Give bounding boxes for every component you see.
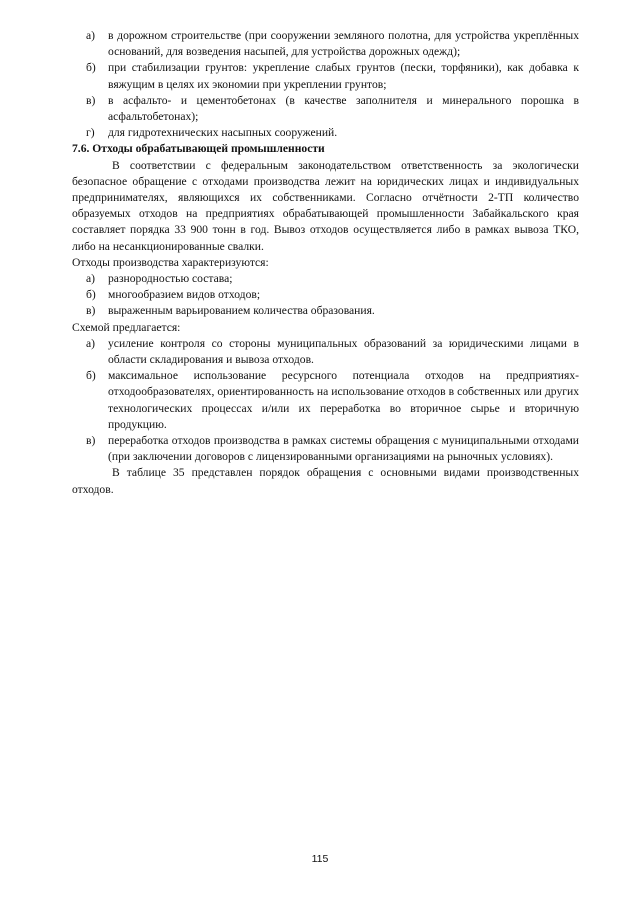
list-item-text: переработка отходов производства в рамках системы обращения с муниципальными отходами (при заключении договоров с лицензированными организациями на рыночных условиях). [108, 434, 579, 464]
list-item [72, 336, 579, 368]
scheme-label: Схемой предлагается: [72, 320, 181, 334]
list-item-text: выраженным варьированием количества образования. [108, 304, 375, 318]
list-marker: в) [86, 434, 96, 448]
list-item [72, 287, 579, 303]
list-item-text: для гидротехнических насыпных сооружений. [108, 126, 338, 140]
list-marker: в) [86, 93, 96, 107]
list-item [72, 125, 579, 141]
list-item [72, 433, 579, 465]
list-marker: а) [86, 336, 96, 350]
list-item [72, 271, 579, 287]
list-item [72, 93, 579, 125]
list-item-text: максимальное использование ресурсного потенциала отходов на предприятиях-отходообразователях, ориентированность на использование отходов в собственных или других технологических процессах и/или их переработка во вторичное сырье и вторичную продукцию. [108, 369, 579, 431]
list-item [72, 303, 579, 319]
list-item-text: в дорожном строительстве (при сооружении земляного полотна, для устройства укреплённых оснований, для возведения насыпей, для устройства дорожных одежд); [108, 29, 579, 59]
list-marker: б) [86, 369, 96, 383]
intro-paragraph: В соответствии с федеральным законодательством ответственность за экологически безопасное обращение с отходами производства лежит на юридических лицах и индивидуальных предпринимателях, являющихся их собственниками. Согласно отчётности 2-ТП количество образуемых отходов на предприятиях обрабатывающей промышленности Забайкальского края составляет порядка 33 900 тонн в год. Вывоз отходов осуществляется либо в рамках вывоза ТКО, либо на несанкционированные свалки. [72, 158, 579, 253]
list-marker: г) [86, 126, 95, 140]
list-marker: б) [86, 288, 96, 302]
document-page [72, 28, 579, 498]
list-item-text: в асфальто- и цементобетонах (в качестве заполнителя и минерального порошка в асфальтобетонах); [108, 93, 579, 124]
list-item [72, 368, 579, 433]
section-heading: 7.6. Отходы обрабатывающей промышленности [72, 142, 325, 156]
list-item [72, 28, 579, 60]
list-marker: б) [86, 61, 96, 75]
list-item-text: усиление контроля со стороны муниципальных образований за юридическими лицами в области складирования и вывоза отходов. [108, 336, 579, 367]
list-item-text: разнородностью состава; [108, 272, 233, 286]
list-marker: а) [86, 29, 96, 42]
list-item-text: многообразием видов отходов; [108, 288, 261, 302]
list-marker: в) [86, 304, 96, 318]
characteristics-label: Отходы производства характеризуются: [72, 255, 269, 269]
list-item-text: при стабилизации грунтов: укрепление слабых грунтов (пески, торфяники), как добавка к вяжущим в целях их экономии при укреплении грунтов; [108, 61, 579, 91]
page-number: 115 [311, 853, 329, 865]
list-item [72, 60, 579, 92]
closing-paragraph: В таблице 35 представлен порядок обращения с основными видами производственных отходов. [72, 466, 579, 496]
list-marker: а) [86, 272, 96, 286]
